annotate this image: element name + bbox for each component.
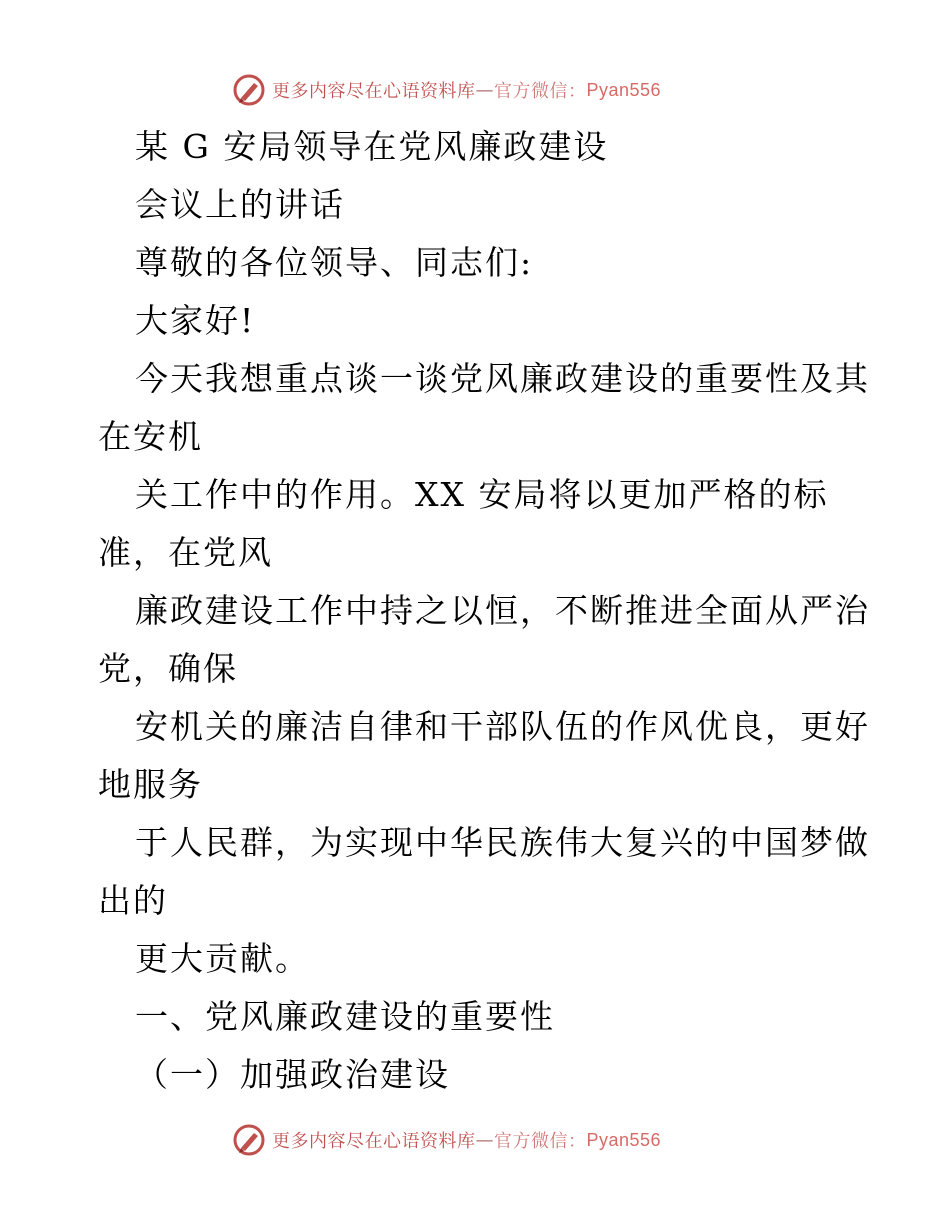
banner-main-text: 更多内容尽在心语资料库 bbox=[272, 81, 476, 102]
banner-wechat-id: Pyan556 bbox=[586, 1129, 662, 1150]
document-line: 党，确保 bbox=[98, 649, 238, 688]
document-line: 尊敬的各位领导、同志们: bbox=[135, 243, 534, 282]
document-line: 于人民群，为实现中华民族伟大复兴的中国梦做 bbox=[135, 823, 870, 862]
document-line: 地服务 bbox=[98, 765, 203, 804]
banner-wechat-id: Pyan556 bbox=[586, 79, 662, 100]
document-line: 廉政建设工作中持之以恒，不断推进全面从严治 bbox=[135, 591, 870, 630]
document-line: 一、党风廉政建设的重要性 bbox=[135, 997, 555, 1036]
document-line: 更大贡献。 bbox=[135, 939, 310, 978]
document-line: 今天我想重点谈一谈党风廉政建设的重要性及其 bbox=[135, 359, 870, 398]
footer-banner bbox=[232, 1120, 661, 1160]
banner-wechat-label: 官方微信： bbox=[494, 1131, 587, 1152]
document-line: 在安机 bbox=[98, 417, 203, 456]
document-line: 某 G 安局领导在党风廉政建设 bbox=[135, 127, 609, 166]
document-body bbox=[98, 118, 868, 1104]
banner-dash: — bbox=[475, 1129, 494, 1151]
document-line: 准，在党风 bbox=[98, 533, 273, 572]
document-line: 安机关的廉洁自律和干部队伍的作风优良，更好 bbox=[135, 707, 870, 746]
banner-dash: — bbox=[475, 79, 494, 101]
banner-main-text: 更多内容尽在心语资料库 bbox=[272, 1131, 476, 1152]
banner-wechat-label: 官方微信： bbox=[494, 81, 587, 102]
document-line: （一）加强政治建设 bbox=[135, 1055, 450, 1094]
document-line: 关工作中的作用。XX 安局将以更加严格的标 bbox=[135, 475, 829, 514]
header-banner bbox=[232, 70, 661, 110]
pen-logo-icon bbox=[232, 73, 266, 107]
document-line: 出的 bbox=[98, 881, 168, 920]
document-line: 会议上的讲话 bbox=[135, 185, 345, 224]
pen-logo-icon bbox=[232, 1123, 266, 1157]
document-line: 大家好! bbox=[135, 301, 256, 340]
